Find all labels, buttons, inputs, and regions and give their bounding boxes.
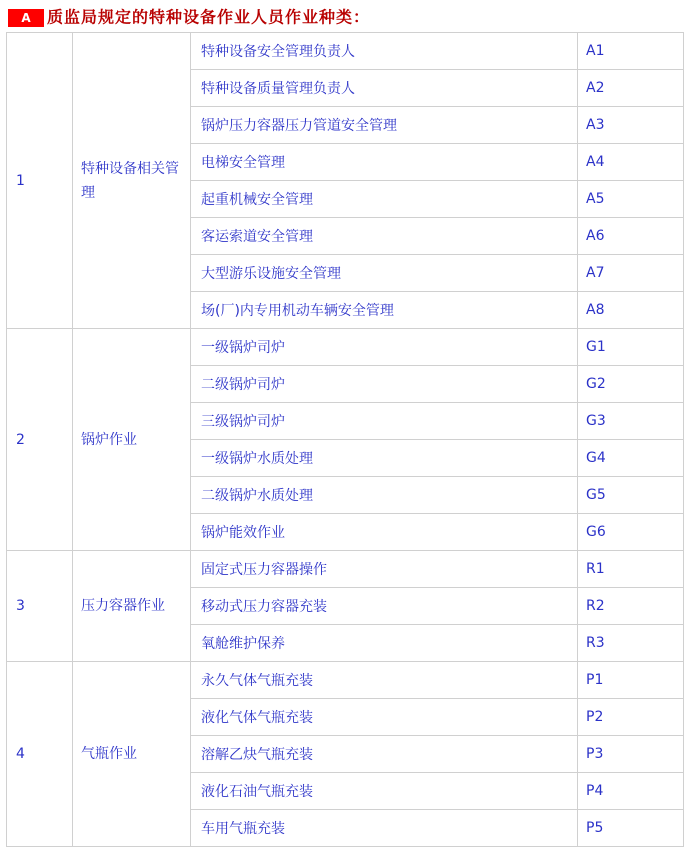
section-number-cell: 3 <box>7 551 73 662</box>
table-row <box>7 329 684 366</box>
job-code-cell: R1 <box>578 551 684 588</box>
section-number-cell: 2 <box>7 329 73 551</box>
job-title-cell: 移动式压力容器充装 <box>191 588 578 625</box>
page-title: 质监局规定的特种设备作业人员作业种类： <box>47 7 371 27</box>
job-code-cell: A1 <box>578 33 684 70</box>
job-code-cell: P2 <box>578 699 684 736</box>
job-title-cell: 锅炉能效作业 <box>191 514 578 551</box>
job-code-cell: G6 <box>578 514 684 551</box>
job-title-cell: 起重机械安全管理 <box>191 181 578 218</box>
job-category-table <box>6 32 684 847</box>
section-number-cell: 1 <box>7 33 73 329</box>
job-code-cell: R3 <box>578 625 684 662</box>
section-category-cell: 压力容器作业 <box>73 551 191 662</box>
table-row <box>7 33 684 70</box>
section-category-cell: 锅炉作业 <box>73 329 191 551</box>
job-code-cell: A8 <box>578 292 684 329</box>
section-number-cell: 4 <box>7 662 73 847</box>
job-title-cell: 一级锅炉司炉 <box>191 329 578 366</box>
job-title-cell: 永久气体气瓶充装 <box>191 662 578 699</box>
job-code-cell: A7 <box>578 255 684 292</box>
job-title-cell: 车用气瓶充装 <box>191 810 578 847</box>
job-code-cell: P4 <box>578 773 684 810</box>
category-table-body <box>7 33 684 847</box>
job-title-cell: 液化石油气瓶充装 <box>191 773 578 810</box>
job-code-cell: G2 <box>578 366 684 403</box>
job-code-cell: G1 <box>578 329 684 366</box>
job-title-cell: 特种设备质量管理负责人 <box>191 70 578 107</box>
job-title-cell: 二级锅炉水质处理 <box>191 477 578 514</box>
job-code-cell: R2 <box>578 588 684 625</box>
job-title-cell: 一级锅炉水质处理 <box>191 440 578 477</box>
job-title-cell: 三级锅炉司炉 <box>191 403 578 440</box>
table-row <box>7 551 684 588</box>
job-code-cell: A2 <box>578 70 684 107</box>
section-category-cell: 特种设备相关管理 <box>73 33 191 329</box>
section-category-cell: 气瓶作业 <box>73 662 191 847</box>
job-title-cell: 溶解乙炔气瓶充装 <box>191 736 578 773</box>
job-code-cell: P3 <box>578 736 684 773</box>
job-code-cell: G4 <box>578 440 684 477</box>
job-code-cell: P5 <box>578 810 684 847</box>
job-title-cell: 固定式压力容器操作 <box>191 551 578 588</box>
job-title-cell: 场(厂)内专用机动车辆安全管理 <box>191 292 578 329</box>
job-title-cell: 液化气体气瓶充装 <box>191 699 578 736</box>
job-title-cell: 氧舱维护保养 <box>191 625 578 662</box>
job-code-cell: A3 <box>578 107 684 144</box>
job-title-cell: 特种设备安全管理负责人 <box>191 33 578 70</box>
job-title-cell: 二级锅炉司炉 <box>191 366 578 403</box>
job-code-cell: A5 <box>578 181 684 218</box>
section-a-badge: A <box>8 9 44 27</box>
page-header <box>8 8 689 26</box>
job-code-cell: G3 <box>578 403 684 440</box>
job-code-cell: G5 <box>578 477 684 514</box>
job-code-cell: A4 <box>578 144 684 181</box>
job-title-cell: 客运索道安全管理 <box>191 218 578 255</box>
job-title-cell: 大型游乐设施安全管理 <box>191 255 578 292</box>
job-code-cell: A6 <box>578 218 684 255</box>
table-row <box>7 662 684 699</box>
job-code-cell: P1 <box>578 662 684 699</box>
job-title-cell: 电梯安全管理 <box>191 144 578 181</box>
job-title-cell: 锅炉压力容器压力管道安全管理 <box>191 107 578 144</box>
